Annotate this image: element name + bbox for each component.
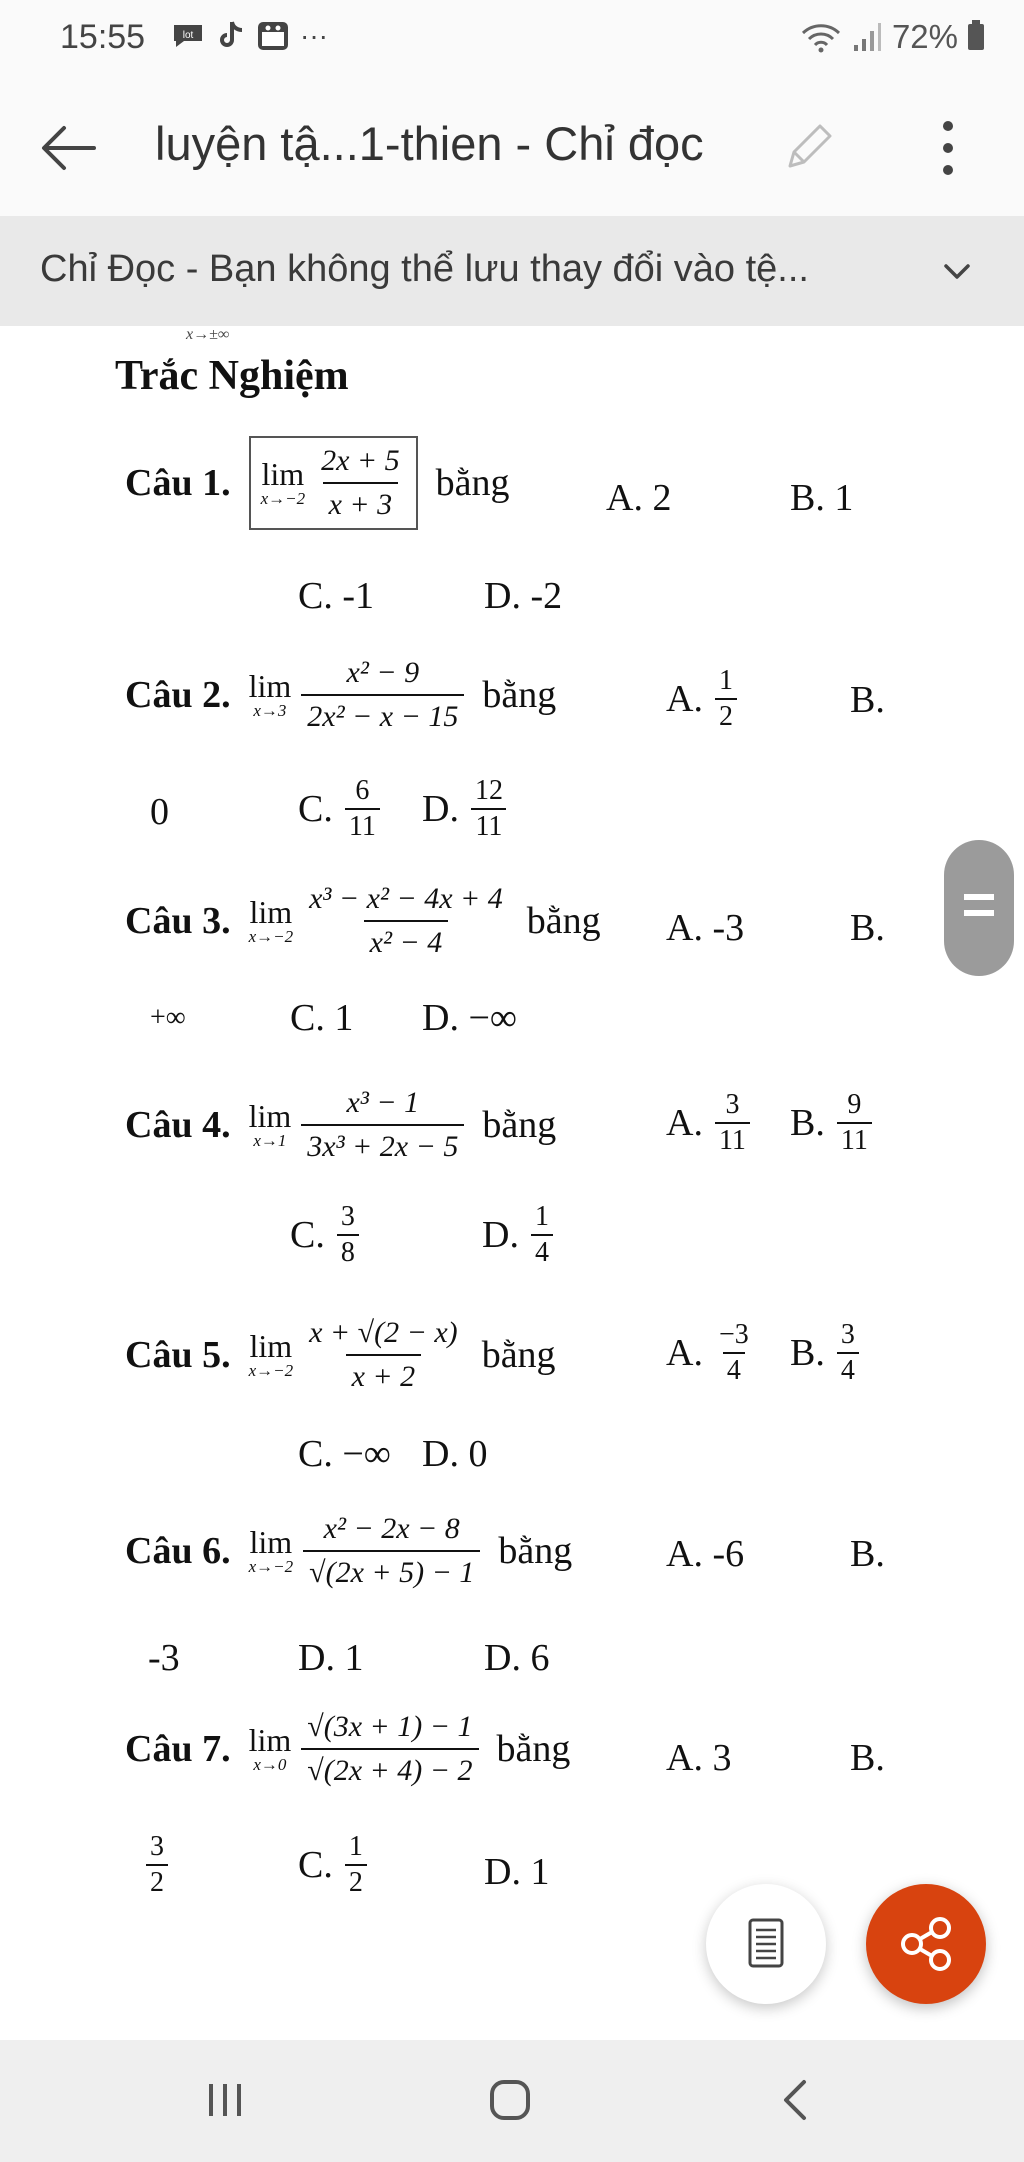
home-icon[interactable] [480, 2070, 540, 2130]
question-5: Câu 5. lim x→−2 $\frac{x + √(2 - x)}{x + 2}$ bằng [125, 1316, 556, 1393]
system-nav-bar [0, 2040, 1024, 2162]
q3-option-a: A. -3 [666, 907, 745, 949]
q3-option-b-value: +∞ [150, 1002, 186, 1033]
recent-apps-icon[interactable] [195, 2070, 255, 2130]
read-only-message: Chỉ Đọc - Bạn không thể lưu thay đổi vào tệ... [40, 248, 809, 290]
q6-option-c: D. 1 [298, 1637, 364, 1679]
q2-option-d: D. 12 11 [422, 776, 507, 842]
read-only-banner[interactable] [0, 216, 1024, 326]
back-arrow-icon[interactable] [36, 116, 100, 180]
question-2: Câu 2. lim x→3 $\frac{\text{x² − 9}}{\text{2x² − x − 15}}$ bằng [125, 656, 557, 733]
q3-option-c: C. 1 [290, 997, 354, 1039]
share-icon [866, 1884, 986, 2004]
q6-option-d: D. 6 [484, 1637, 550, 1679]
q6-option-b-value: -3 [148, 1637, 180, 1679]
document-view-icon [706, 1884, 826, 2004]
limit-expression: lim x→−2 $\frac{\text{x³ − x² − 4x + 4}}{\text{x² − 4}}$ [248, 882, 503, 959]
notification-icons [170, 20, 328, 52]
q7-option-a: A. 3 [666, 1737, 732, 1779]
back-nav-icon[interactable] [766, 2070, 826, 2130]
gallery-icon [256, 20, 290, 52]
q2-option-a: A. 1 2 [666, 666, 737, 732]
grip-icon [964, 894, 994, 916]
q4-option-d: D. 1 4 [482, 1202, 553, 1268]
limit-expression: lim x→3 $\frac{\text{x² − 9}}{\text{2x² − x − 15}}$ [249, 656, 465, 734]
edit-pencil-icon[interactable] [776, 116, 840, 180]
q1-option-a: A. 2 [606, 477, 672, 519]
battery-icon [968, 24, 984, 50]
q4-option-a: A. 3 11 [666, 1090, 750, 1156]
status-bar [0, 0, 1024, 78]
cut-off-fragment: x→±∞ [186, 326, 230, 343]
reading-view-button[interactable] [706, 1884, 826, 2004]
wifi-icon [800, 21, 842, 53]
status-right [800, 18, 984, 56]
q4-option-c: C. 3 8 [290, 1202, 359, 1268]
fast-scroll-handle[interactable] [944, 840, 1014, 976]
svg-text:lot: lot [182, 30, 194, 41]
q1-option-d: D. -2 [484, 575, 563, 617]
question-4: Câu 4. lim x→1 $\frac{\text{x³ − 1}}{\text{3x³ + 2x − 5}}$ bằng [125, 1086, 557, 1163]
q5-option-a: A. −3 4 [666, 1319, 749, 1386]
limit-expression: lim x→−2 $\frac{\text{x² − 2x − 8}}{√(2x + 5) - 1}$ [249, 1512, 481, 1590]
q5-option-c: C. −∞ [298, 1433, 391, 1475]
q3-option-b: B. [850, 907, 885, 949]
q5-option-b: B. 3 4 [790, 1320, 859, 1386]
question-1 [125, 436, 510, 530]
q7-option-b: B. [850, 1737, 885, 1779]
more-notifications: ··· [300, 20, 328, 51]
q6-option-a: A. -6 [666, 1533, 745, 1575]
more-options-icon[interactable] [930, 116, 966, 180]
document-title: luyện tậ...1-thien - Chỉ đọc [155, 117, 704, 170]
battery-percent: 72% [891, 18, 958, 55]
limit-expression: lim x→1 $\frac{\text{x³ − 1}}{\text{3x³ + 2x − 5}}$ [249, 1086, 465, 1164]
q6-option-b: B. [850, 1533, 885, 1575]
question-7: Câu 7. lim x→0 $\frac{√(3x + 1) - 1}{√(2x + 4) - 2}$ bằng [125, 1710, 571, 1787]
q7-option-d: D. 1 [484, 1851, 550, 1893]
question-number: Câu 1. [125, 462, 231, 504]
chat-bubble-icon [170, 21, 206, 51]
app-bar [0, 78, 1024, 216]
document-page[interactable] [0, 326, 1024, 2040]
limit-expression: lim x→0 $\frac{√(3x + 1) - 1}{√(2x + 4) - 2}$ [249, 1710, 479, 1788]
q2-option-c: C. 6 11 [298, 776, 380, 842]
q5-option-d: D. 0 [422, 1433, 488, 1475]
section-heading: Trắc Nghiệm [115, 353, 349, 399]
q3-option-d: D. −∞ [422, 997, 517, 1039]
share-button[interactable] [866, 1884, 986, 2004]
q4-option-b: B. 9 11 [790, 1090, 872, 1156]
q1-option-b: B. 1 [790, 477, 854, 519]
status-time: 15:55 [60, 18, 146, 56]
limit-expression: lim x→−2 $\frac{x + √(2 - x)}{x + 2}$ [248, 1316, 458, 1393]
limit-expression: lim x→−2 $\frac{2x + 5}{x + 3}$ [249, 436, 418, 530]
q2-option-b: B. [850, 679, 885, 721]
q2-option-b-value: 0 [150, 791, 169, 833]
chevron-down-icon[interactable] [940, 254, 974, 288]
question-6: Câu 6. lim x→−2 $\frac{\text{x² − 2x − 8}}{√(2x + 5) - 1}$ bằng [125, 1512, 573, 1589]
q1-option-c: C. -1 [298, 575, 374, 617]
q7-option-c: C. 1 2 [298, 1832, 367, 1898]
q7-option-b-value: 3 2 [146, 1832, 168, 1898]
signal-icon [852, 21, 882, 53]
tiktok-icon [216, 20, 246, 52]
question-3: Câu 3. lim x→−2 $\frac{\text{x³ − x² − 4x + 4}}{\text{x² − 4}}$ bằng [125, 882, 601, 959]
equals-word: bằng [435, 462, 510, 504]
